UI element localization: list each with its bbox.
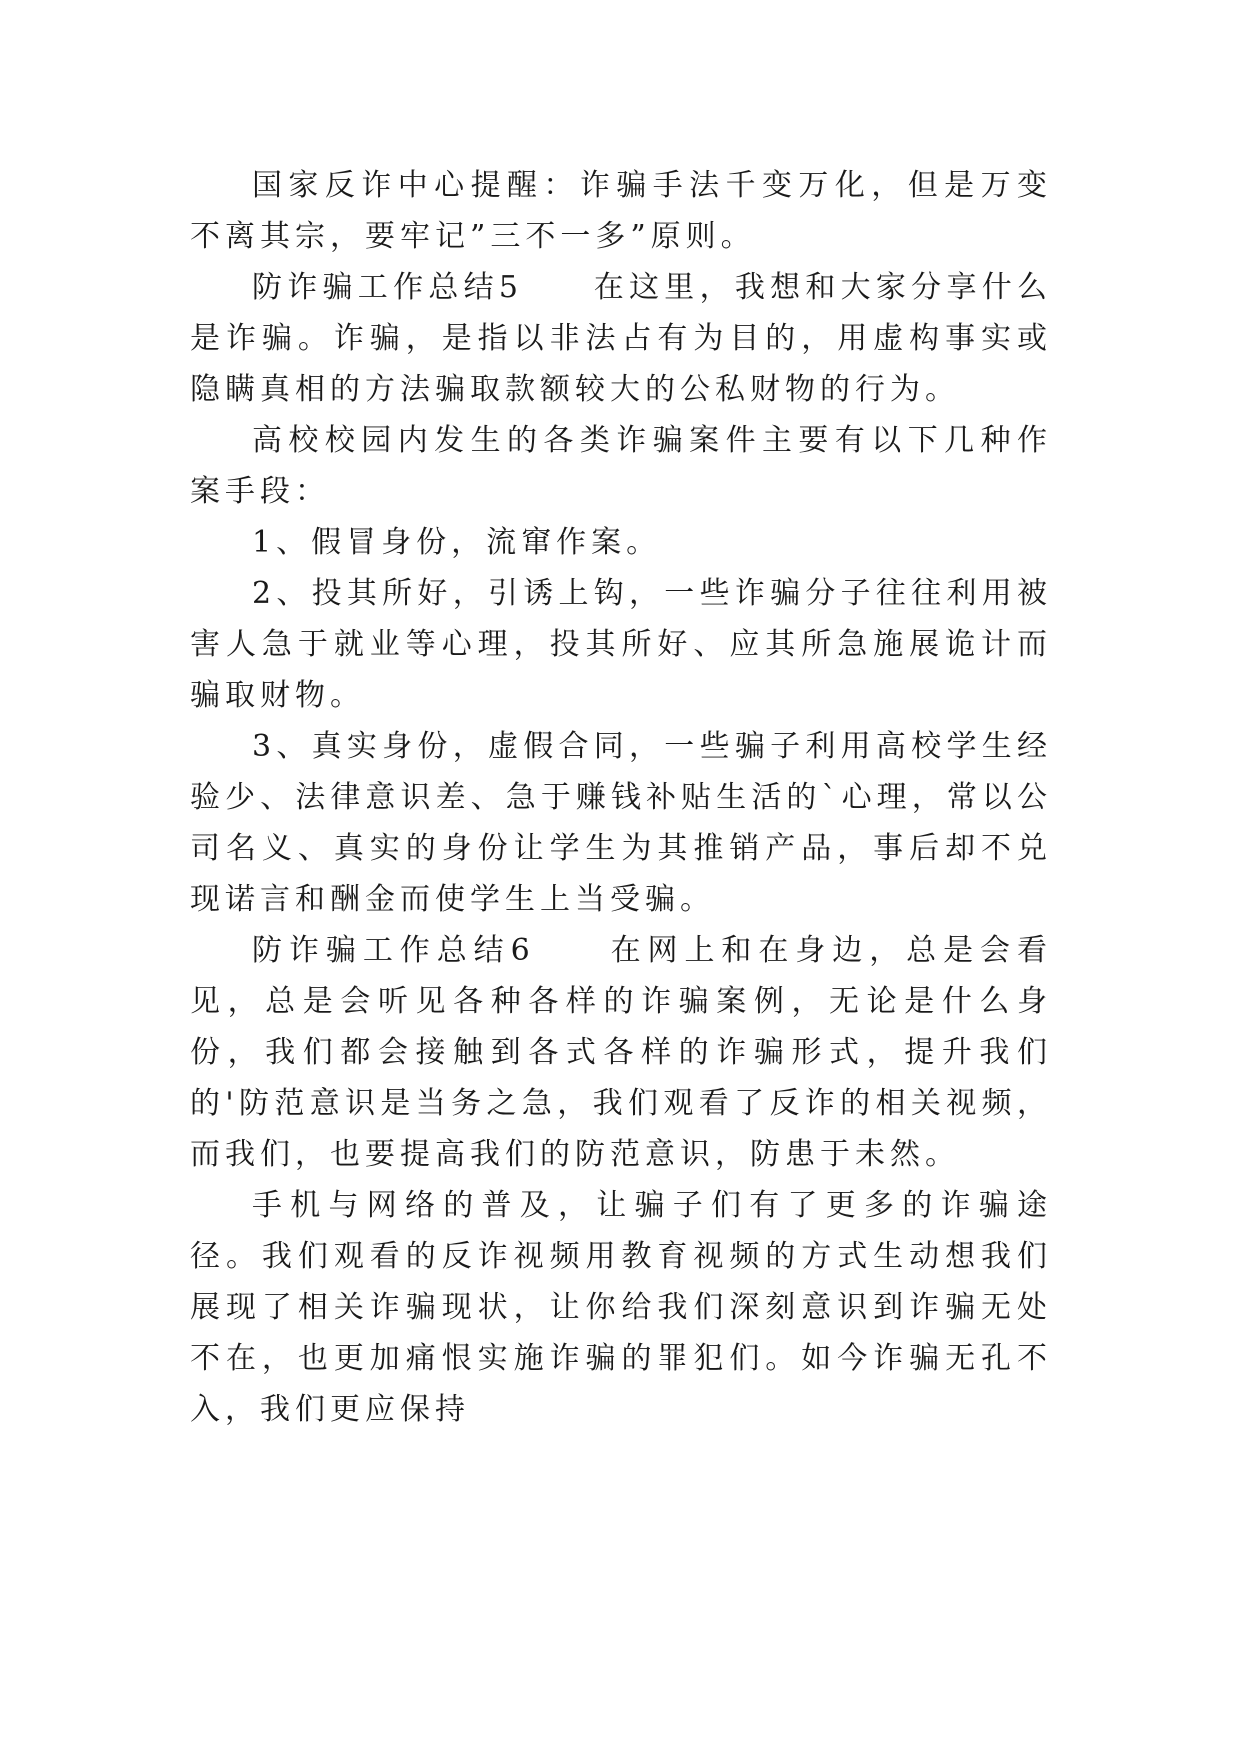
paragraph-method-3: 3、真实身份，虚假合同，一些骗子利用高校学生经验少、法律意识差、急于赚钱补贴生活的`心理，常以公司名义、真实的身份让学生为其推销产品，事后却不兑现诺言和酬金而使学生上当受骗。: [190, 729, 1052, 917]
paragraph-campus-fraud-methods: 高校校园内发生的各类诈骗案件主要有以下几种作案手段：: [190, 423, 1052, 509]
paragraph-phone-internet: 手机与网络的普及，让骗子们有了更多的诈骗途径。我们观看的反诈视频用教育视频的方式生动想我们展现了相关诈骗现状，让你给我们深刻意识到诈骗无处不在，也更加痛恨实施诈骗的罪犯们。如今诈骗无孔不入，我们更应保持: [190, 1188, 1052, 1427]
paragraph-summary-6-intro: 防诈骗工作总结6 在网上和在身边，总是会看见，总是会听见各种各样的诈骗案例，无论是什么身份，我们都会接触到各式各样的诈骗形式，提升我们的'防范意识是当务之急，我们观看了反诈的相关视频，而我们，也要提高我们的防范意识，防患于未然。: [190, 933, 1052, 1172]
paragraph-method-1: 1、假冒身份，流窜作案。: [252, 525, 662, 560]
document-body: [190, 160, 1052, 1435]
paragraph-summary-5-intro: 防诈骗工作总结5 在这里，我想和大家分享什么是诈骗。诈骗，是指以非法占有为目的，用虚构事实或隐瞒真相的方法骗取款额较大的公私财物的行为。: [190, 270, 1052, 407]
paragraph-anti-fraud-reminder: 国家反诈中心提醒：诈骗手法千变万化，但是万变不离其宗，要牢记”三不一多”原则。: [190, 168, 1052, 254]
paragraph-method-2: 2、投其所好，引诱上钩，一些诈骗分子往往利用被害人急于就业等心理，投其所好、应其所急施展诡计而骗取财物。: [190, 576, 1052, 713]
